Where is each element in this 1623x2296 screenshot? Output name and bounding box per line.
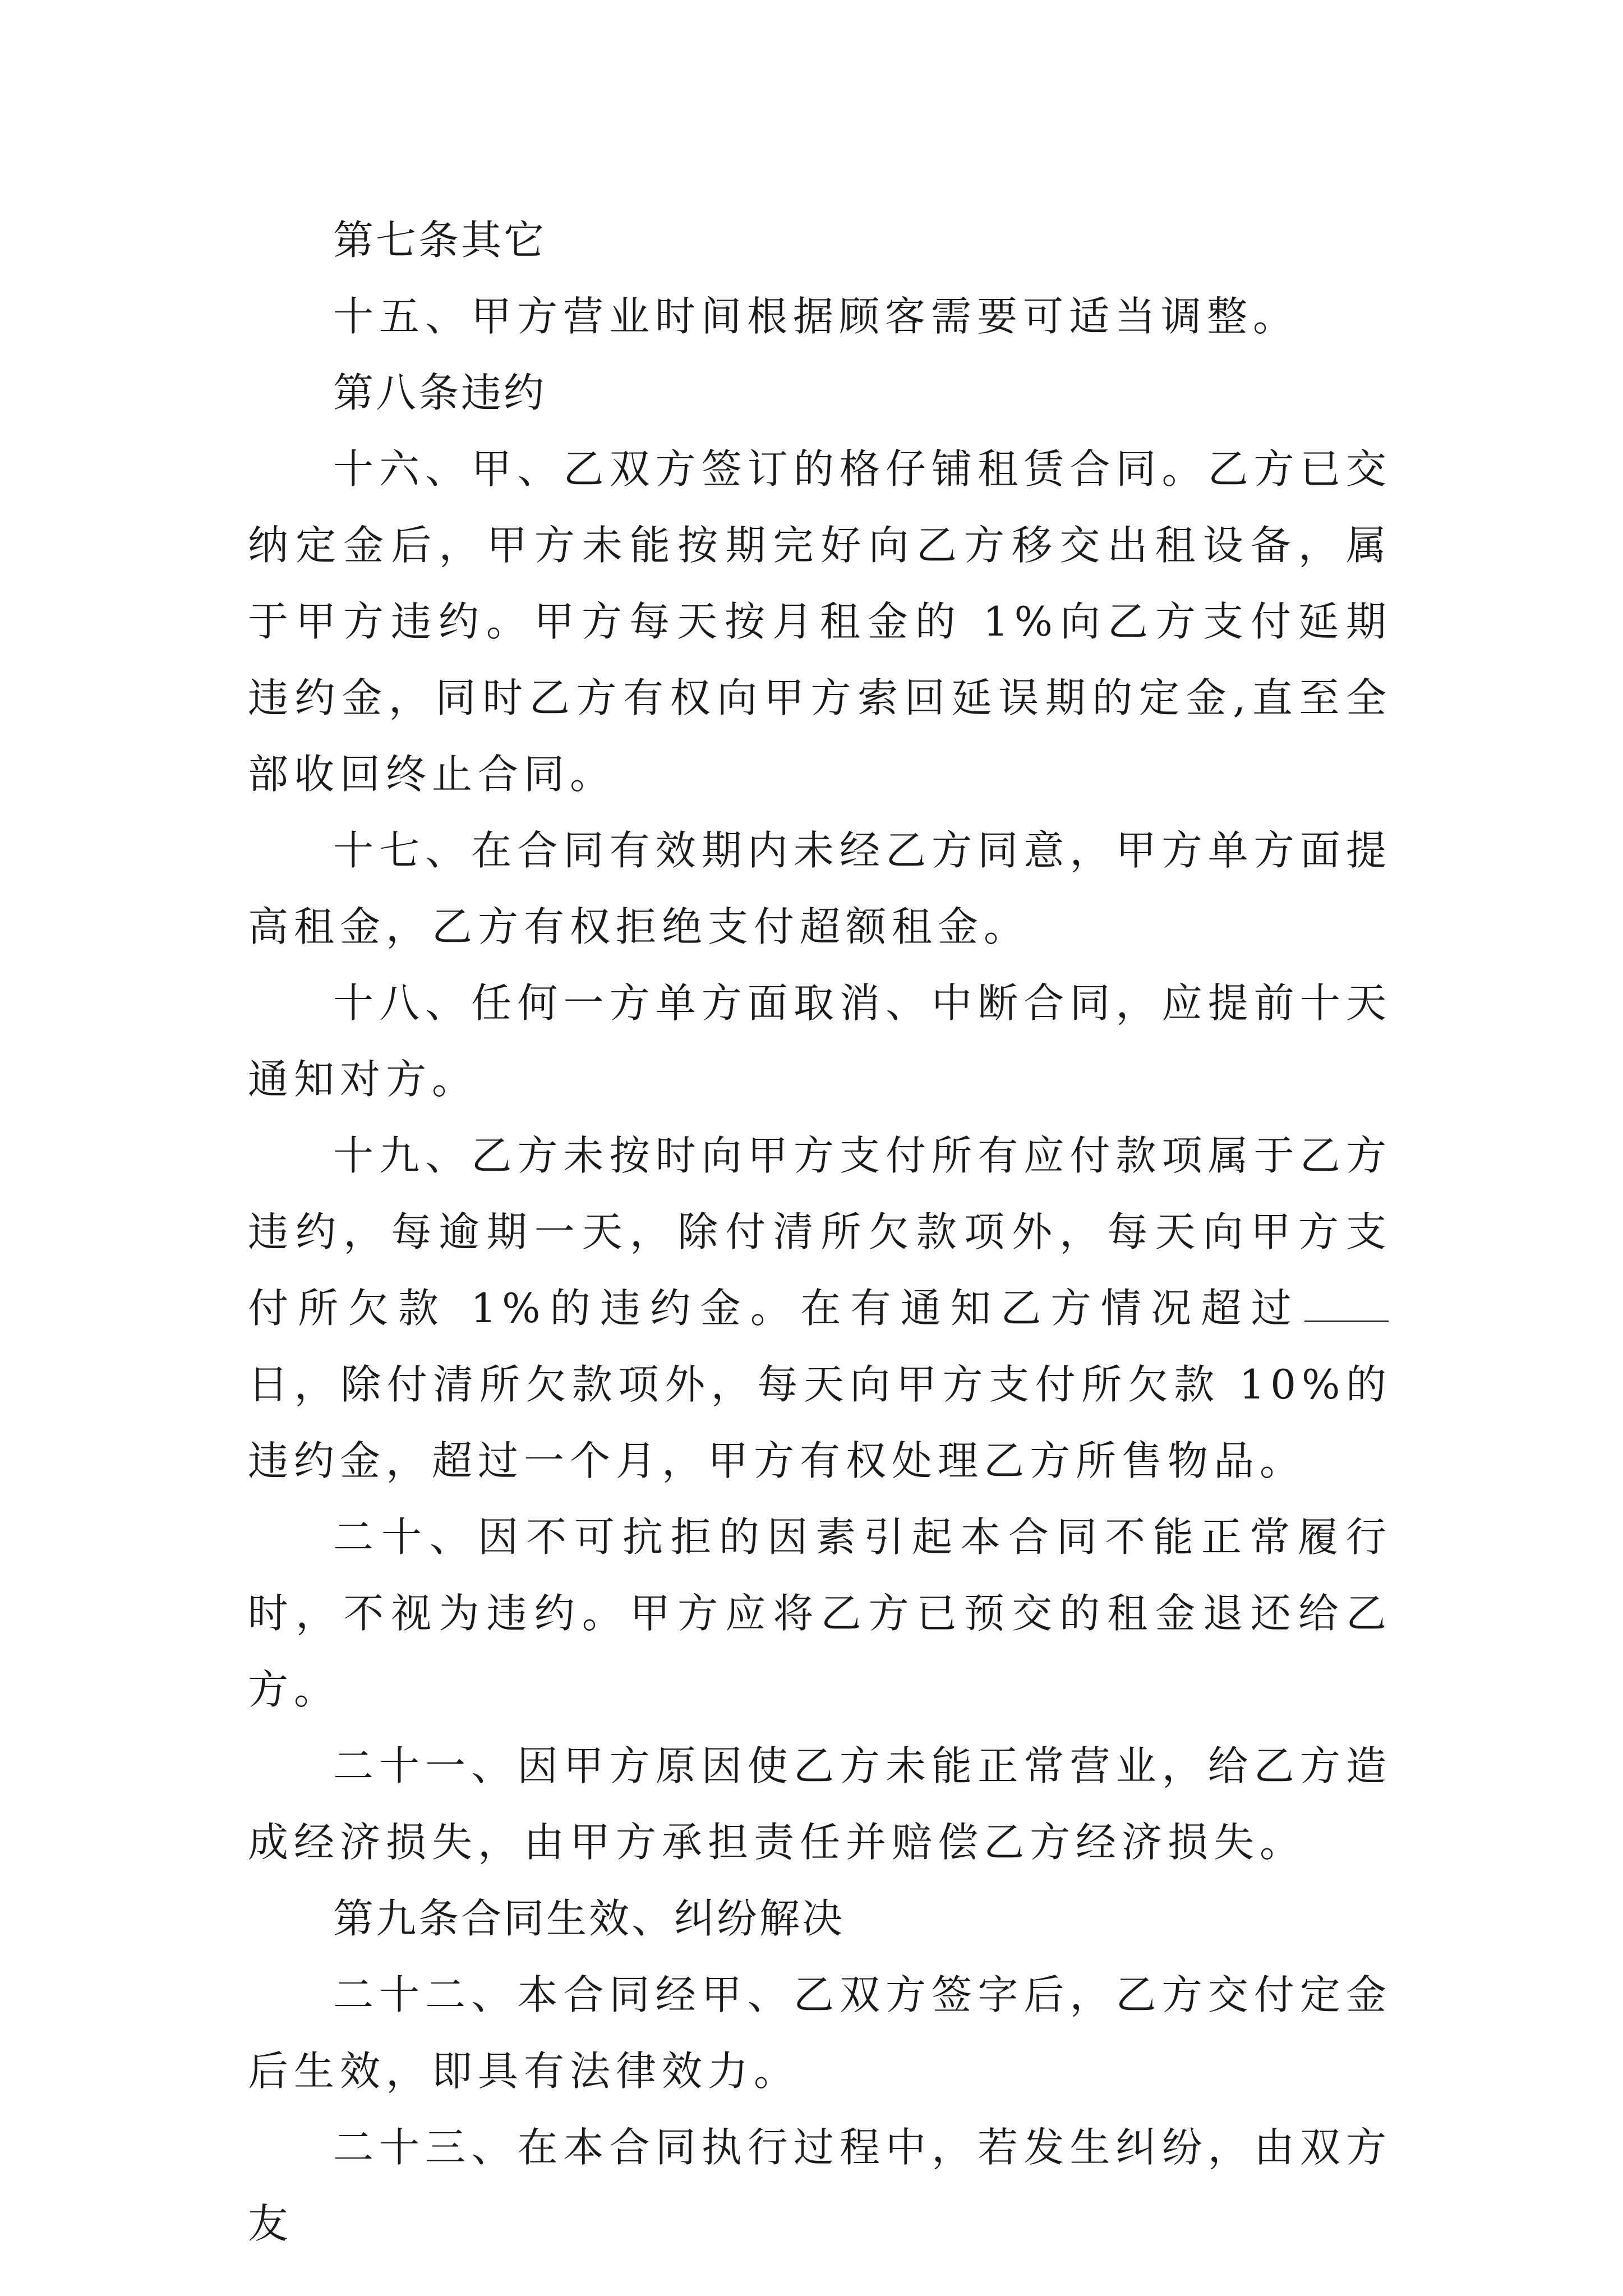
clause-19: [248, 1117, 1392, 1499]
clause-17: 十七、在合同有效期内未经乙方同意，甲方单方面提高租金，乙方有权拒绝支付超额租金。: [248, 827, 1392, 950]
clause-15: 十五、甲方营业时间根据顾客需要可适当调整。: [333, 293, 1299, 340]
document-body: [248, 202, 1392, 2262]
clause-21: 二十一、因甲方原因使乙方未能正常营业，给乙方造成经济损失，由甲方承担责任并赔偿乙方经济损失。: [248, 1742, 1392, 1866]
clause-19-part-1: 十九、乙方未按时向甲方支付所有应付款项属于乙方违约，每逾期一天，除付清所欠款项外，每天向甲方支付所欠款 1%的违约金。在有通知乙方情况超过: [248, 1132, 1392, 1332]
clause-18: 十八、任何一方单方面取消、中断合同，应提前十天通知对方。: [248, 979, 1392, 1103]
section-heading-9: 第九条合同生效、纠纷解决: [333, 1895, 845, 1942]
fill-in-blank: [1304, 1287, 1389, 1322]
clause-19-part-2: 日，除付清所欠款项外，每天向甲方支付所欠款 10%的违约金，超过一个月，甲方有权处理乙方所售物品。: [248, 1361, 1392, 1484]
section-heading-7: 第七条其它: [333, 217, 547, 264]
clause-23: 二十三、在本合同执行过程中，若发生纠纷，由双方友: [248, 2124, 1392, 2247]
clause-16: 十六、甲、乙双方签订的格仔铺租赁合同。乙方已交纳定金后，甲方未能按期完好向乙方移交出租设备，属于甲方违约。甲方每天按月租金的 1%向乙方支付延期违约金，同时乙方有权向甲方索回延误期的定金,直至全部收回终止合同。: [248, 445, 1392, 798]
clause-22: 二十二、本合同经甲、乙双方签字后，乙方交付定金后生效，即具有法律效力。: [248, 1971, 1392, 2095]
clause-20: 二十、因不可抗拒的因素引起本合同不能正常履行时，不视为违约。甲方应将乙方已预交的租金退还给乙方。: [248, 1513, 1392, 1713]
section-heading-8: 第八条违约: [333, 369, 547, 416]
